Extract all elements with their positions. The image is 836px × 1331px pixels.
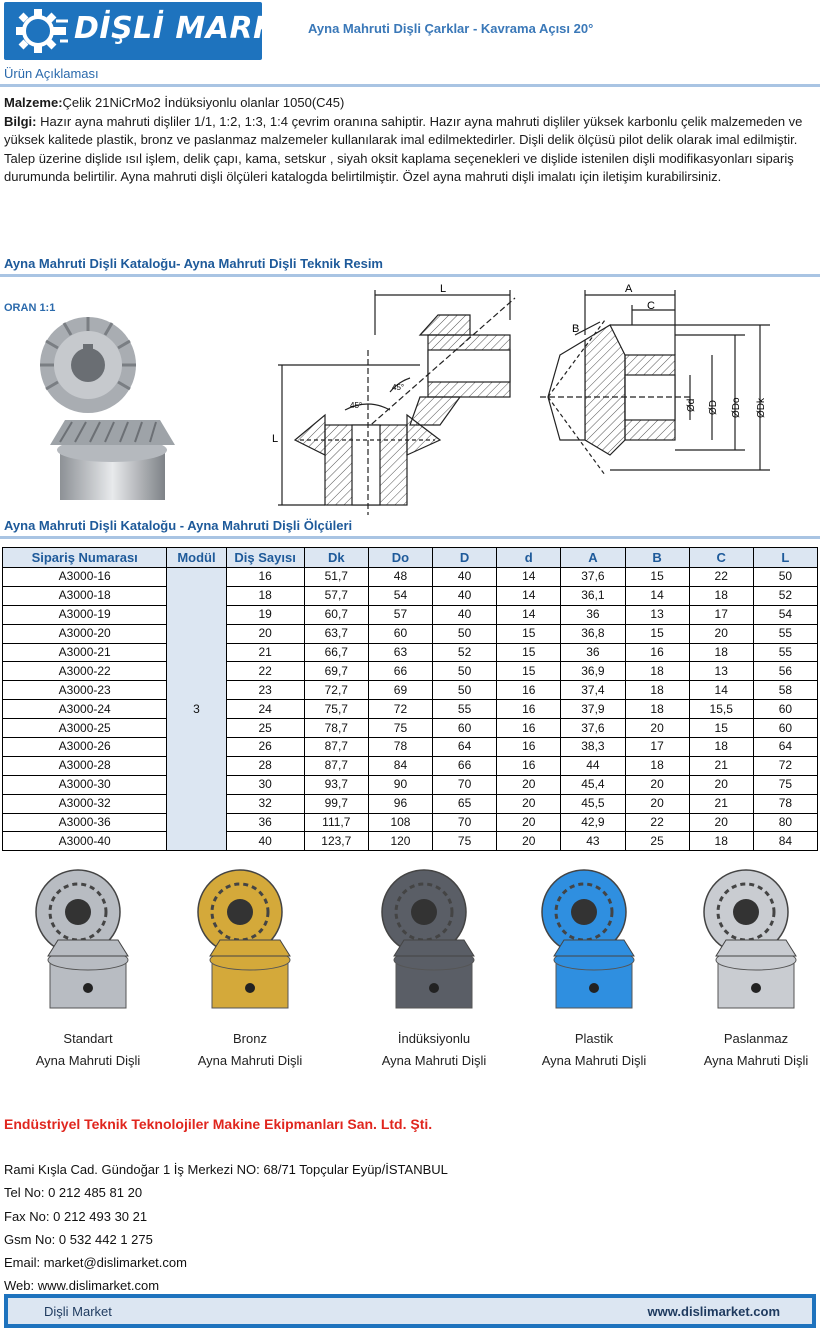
table-row [3,794,818,813]
page-title: Ayna Mahruti Dişli Çarklar - Kavrama Açısı 20° [308,21,594,36]
cell-L: 80 [753,813,817,832]
cell-A: 44 [561,756,625,775]
cell-do: 90 [368,775,432,794]
cell-A: 36 [561,605,625,624]
cell-do: 48 [368,568,432,587]
table-row [3,681,818,700]
cell-B: 17 [625,738,689,757]
angle-label-2: 45° [392,383,405,392]
col-header-C: C [689,548,753,568]
cell-teeth: 19 [226,605,304,624]
cell-do: 60 [368,624,432,643]
cell-A: 36,1 [561,586,625,605]
cell-order-number: A3000-19 [3,605,167,624]
cell-L: 75 [753,775,817,794]
cell-dk: 111,7 [304,813,368,832]
cell-d: 14 [497,568,561,587]
cell-D: 60 [433,719,497,738]
cell-A: 37,6 [561,568,625,587]
technical-drawing [0,280,820,520]
cell-C: 20 [689,624,753,643]
cell-d: 14 [497,605,561,624]
cell-dk: 99,7 [304,794,368,813]
cell-dk: 60,7 [304,605,368,624]
cell-do: 57 [368,605,432,624]
table-row [3,775,818,794]
table-row [3,813,818,832]
gallery-caption-line1: Plastik [574,1031,614,1046]
cell-D: 65 [433,794,497,813]
cell-D: 70 [433,775,497,794]
cell-C: 17 [689,605,753,624]
cell-B: 25 [625,832,689,851]
cell-teeth: 26 [226,738,304,757]
product-gallery [0,860,820,1070]
cell-do: 63 [368,643,432,662]
cell-do: 66 [368,662,432,681]
cell-C: 18 [689,586,753,605]
section-divider [0,274,820,277]
col-header-A: A [561,548,625,568]
dim-L-side: L [272,433,279,445]
gallery-caption-line1: Paslanmaz [723,1031,789,1046]
cell-A: 36 [561,643,625,662]
fax: Fax No: 0 212 493 30 21 [4,1208,148,1224]
cell-dk: 51,7 [304,568,368,587]
induction-gear-icon [364,860,504,1020]
cell-dk: 87,7 [304,738,368,757]
dim-Dk: ØDk [756,398,767,418]
gallery-caption-line2: Ayna Mahruti Dişli [381,1053,487,1068]
cell-d: 14 [497,586,561,605]
footer-bar [8,1298,812,1324]
cell-do: 72 [368,700,432,719]
table-row [3,605,818,624]
section-divider [0,84,820,87]
cell-order-number: A3000-22 [3,662,167,681]
col-header-D: D [433,548,497,568]
cell-D: 40 [433,586,497,605]
footer-brand: Dişli Market [44,1304,112,1319]
cell-order-number: A3000-21 [3,643,167,662]
cell-d: 16 [497,756,561,775]
cell-teeth: 25 [226,719,304,738]
cell-order-number: A3000-24 [3,700,167,719]
gallery-caption [170,1028,330,1072]
table-header-row [3,548,818,568]
cell-D: 66 [433,756,497,775]
header [0,0,820,62]
cell-C: 21 [689,794,753,813]
dim-L-top: L [440,283,447,295]
cell-dk: 69,7 [304,662,368,681]
assembly-drawing [278,290,515,515]
gallery-item[interactable] [8,860,168,1070]
cell-A: 45,4 [561,775,625,794]
address: Rami Kışla Cad. Gündoğar 1 İş Merkezi NO: 68/71 Topçular Eyüp/İSTANBUL [4,1162,448,1177]
info-block [4,113,814,187]
contact-info [4,1158,448,1298]
gear-logo-icon [12,7,68,55]
cell-dk: 87,7 [304,756,368,775]
table-body [3,568,818,851]
cell-order-number: A3000-23 [3,681,167,700]
cell-do: 69 [368,681,432,700]
table-section-title: Ayna Mahruti Dişli Kataloğu - Ayna Mahruti Dişli Ölçüleri [4,518,353,533]
cell-order-number: A3000-25 [3,719,167,738]
footer [4,1294,816,1328]
cell-teeth: 32 [226,794,304,813]
cell-C: 18 [689,643,753,662]
cell-B: 20 [625,719,689,738]
cell-C: 14 [689,681,753,700]
cell-D: 55 [433,700,497,719]
dim-Do: ØDo [731,397,742,418]
cell-do: 120 [368,832,432,851]
cell-order-number: A3000-18 [3,586,167,605]
cell-dk: 123,7 [304,832,368,851]
gallery-caption [676,1028,836,1072]
table-row [3,832,818,851]
col-header-do: Do [368,548,432,568]
dim-B: B [572,323,580,335]
cell-dk: 93,7 [304,775,368,794]
cell-D: 70 [433,813,497,832]
cell-B: 16 [625,643,689,662]
cell-L: 60 [753,700,817,719]
cell-A: 37,4 [561,681,625,700]
cell-teeth: 21 [226,643,304,662]
cell-teeth: 18 [226,586,304,605]
bevel-gear-pair-photo [40,317,175,500]
cell-teeth: 30 [226,775,304,794]
cell-A: 42,9 [561,813,625,832]
cell-L: 78 [753,794,817,813]
company-name: Endüstriyel Teknik Teknolojiler Makine Ekipmanları San. Ltd. Şti. [4,1116,433,1132]
cell-d: 16 [497,700,561,719]
cell-dk: 78,7 [304,719,368,738]
cell-d: 16 [497,738,561,757]
cell-do: 96 [368,794,432,813]
cell-teeth: 24 [226,700,304,719]
cell-B: 15 [625,568,689,587]
cell-B: 20 [625,775,689,794]
cell-dk: 72,7 [304,681,368,700]
cell-L: 84 [753,832,817,851]
cell-order-number: A3000-28 [3,756,167,775]
steel-gear-icon [18,860,158,1020]
gallery-caption-line2: Ayna Mahruti Dişli [703,1053,809,1068]
cell-C: 13 [689,662,753,681]
cell-C: 15 [689,719,753,738]
cell-D: 40 [433,605,497,624]
cell-do: 108 [368,813,432,832]
cell-L: 54 [753,605,817,624]
info-label: Bilgi: [4,113,37,129]
cell-d: 15 [497,643,561,662]
dimensions-table [2,547,818,851]
angle-label-1: 45° [350,401,363,410]
col-header-d: d [497,548,561,568]
cell-L: 72 [753,756,817,775]
cell-D: 75 [433,832,497,851]
cell-d: 16 [497,719,561,738]
cell-order-number: A3000-32 [3,794,167,813]
table-row [3,568,818,587]
col-header-dk: Dk [304,548,368,568]
section-divider [0,536,820,539]
description-text [4,94,814,187]
cell-B: 18 [625,700,689,719]
cell-d: 20 [497,794,561,813]
footer-website-link[interactable]: www.dislimarket.com [647,1304,780,1319]
cell-L: 56 [753,662,817,681]
drawing-section-title: Ayna Mahruti Dişli Kataloğu- Ayna Mahruti Dişli Teknik Resim [4,256,383,271]
cell-do: 78 [368,738,432,757]
cell-teeth: 20 [226,624,304,643]
cell-A: 43 [561,832,625,851]
cell-teeth: 36 [226,813,304,832]
email-link[interactable]: Email: market@dislimarket.com [4,1255,187,1271]
gallery-caption [354,1028,514,1072]
cell-B: 13 [625,605,689,624]
col-header-order-number: Sipariş Numarası [3,548,167,568]
cell-d: 20 [497,813,561,832]
ratio-label: ORAN 1:1 [4,302,56,314]
table-row [3,586,818,605]
gallery-caption-line2: Ayna Mahruti Dişli [197,1053,303,1068]
cell-L: 55 [753,624,817,643]
table-row [3,662,818,681]
cell-L: 50 [753,568,817,587]
cell-B: 18 [625,756,689,775]
material-label: Malzeme: [4,95,63,110]
cell-C: 22 [689,568,753,587]
cell-B: 20 [625,794,689,813]
cell-B: 15 [625,624,689,643]
cell-A: 37,6 [561,719,625,738]
cell-dk: 57,7 [304,586,368,605]
logo-text: DİŞLİ MARKET [74,11,319,46]
dim-d: Ød [686,398,697,412]
cell-dk: 63,7 [304,624,368,643]
material-line [4,94,814,113]
plastic-gear-icon [524,860,664,1020]
cell-D: 50 [433,624,497,643]
gallery-caption-line2: Ayna Mahruti Dişli [541,1053,647,1068]
cell-teeth: 40 [226,832,304,851]
cell-order-number: A3000-26 [3,738,167,757]
cell-C: 20 [689,813,753,832]
cell-C: 18 [689,738,753,757]
gallery-caption [514,1028,674,1072]
gsm: Gsm No: 0 532 442 1 275 [4,1231,153,1247]
cell-L: 60 [753,719,817,738]
cell-order-number: A3000-16 [3,568,167,587]
gallery-caption-line2: Ayna Mahruti Dişli [35,1053,141,1068]
logo[interactable] [4,2,319,60]
cell-teeth: 28 [226,756,304,775]
cell-B: 18 [625,662,689,681]
col-header-modul: Modül [167,548,226,568]
dim-C: C [647,300,655,312]
col-header-teeth: Diş Sayısı [226,548,304,568]
cell-C: 15,5 [689,700,753,719]
cell-D: 64 [433,738,497,757]
cell-teeth: 23 [226,681,304,700]
cell-d: 20 [497,775,561,794]
table-row [3,624,818,643]
cell-D: 50 [433,681,497,700]
gallery-item[interactable] [354,860,514,1070]
gallery-item[interactable] [676,860,836,1070]
cell-D: 40 [433,568,497,587]
cell-teeth: 16 [226,568,304,587]
cell-C: 20 [689,775,753,794]
gallery-caption-line1: Standart [63,1031,113,1046]
cell-B: 14 [625,586,689,605]
cell-A: 37,9 [561,700,625,719]
cell-C: 18 [689,832,753,851]
material-value: Çelik 21NiCrMo2 İndüksiyonlu olanlar 1050(C45) [62,95,345,110]
dim-A: A [625,283,633,295]
cell-B: 18 [625,681,689,700]
description-section-title: Ürün Açıklaması [4,66,99,81]
table-row [3,719,818,738]
info-text: Hazır ayna mahruti dişliler 1/1, 1:2, 1:3, 1:4 çevrim oranına sahiptir. Hazır ayna mahruti dişliler yüksek karbonlu çelik malzemeden ve yüksek kalitede plastik, bronz ve paslanmaz malzemeler kullanılarak imal edilmektedirler. Dişli delik ölçüsü pilot delik olarak imal edilmiştir. Talep üzerine dişlide ısıl işlem, delik çapı, kama, setskur , siyah oksit kaplama seçenekleri ve dişlide istenilen dişli modifikasyonları sipariş durumunda belirtilir. Ayna mahruti dişli ölçüleri katalogda belirtilmiştir. Özel ayna mahruti dişli imalatı için iletişim kurabilirsiniz. [4,113,803,184]
bronze-gear-icon [180,860,320,1020]
gallery-caption-line1: Bronz [233,1031,267,1046]
cell-order-number: A3000-20 [3,624,167,643]
cell-order-number: A3000-40 [3,832,167,851]
table-row [3,756,818,775]
cell-do: 54 [368,586,432,605]
cell-A: 38,3 [561,738,625,757]
col-header-B: B [625,548,689,568]
stainless-gear-icon [686,860,826,1020]
cell-L: 64 [753,738,817,757]
table-row [3,700,818,719]
dim-D: ØD [708,400,719,415]
cell-d: 16 [497,681,561,700]
cell-d: 20 [497,832,561,851]
cell-do: 75 [368,719,432,738]
cell-modul: 3 [167,568,226,851]
cell-L: 52 [753,586,817,605]
cell-d: 15 [497,662,561,681]
gallery-caption [8,1028,168,1072]
cell-teeth: 22 [226,662,304,681]
table-row [3,643,818,662]
web-link[interactable]: Web: www.dislimarket.com [4,1278,160,1294]
tel: Tel No: 0 212 485 81 20 [4,1185,143,1201]
cell-order-number: A3000-30 [3,775,167,794]
gallery-item[interactable] [514,860,674,1070]
cell-L: 58 [753,681,817,700]
cell-D: 52 [433,643,497,662]
cell-dk: 75,7 [304,700,368,719]
cell-order-number: A3000-36 [3,813,167,832]
cell-B: 22 [625,813,689,832]
cell-L: 55 [753,643,817,662]
cell-d: 15 [497,624,561,643]
cell-C: 21 [689,756,753,775]
cell-D: 50 [433,662,497,681]
cell-A: 36,9 [561,662,625,681]
table-row [3,738,818,757]
gallery-caption-line1: İndüksiyonlu [397,1031,471,1046]
cell-dk: 66,7 [304,643,368,662]
cell-A: 36,8 [561,624,625,643]
cell-A: 45,5 [561,794,625,813]
gallery-item[interactable] [170,860,330,1070]
gear-section-drawing [540,290,770,475]
cell-do: 84 [368,756,432,775]
col-header-L: L [753,548,817,568]
